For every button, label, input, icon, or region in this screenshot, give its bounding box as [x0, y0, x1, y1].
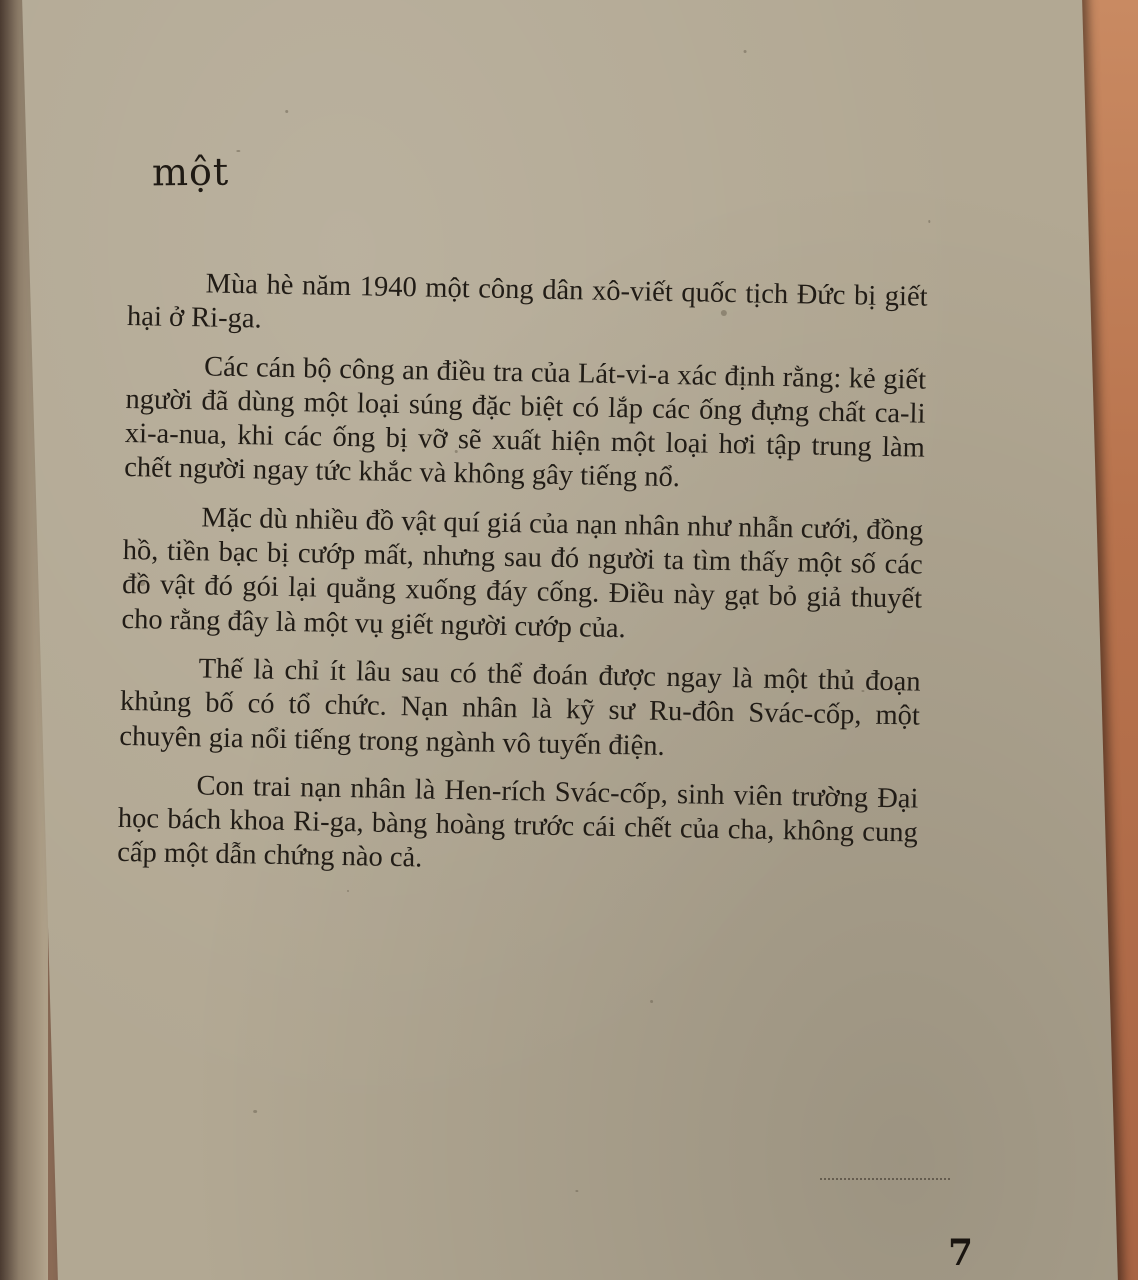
paper-speck: [928, 220, 930, 223]
page-number: 7: [948, 1232, 974, 1274]
paper-speck: [575, 1190, 578, 1192]
ornament-dash: [820, 1178, 950, 1186]
paper-speck: [744, 50, 747, 53]
paper-speck: [253, 1110, 257, 1113]
paper-speck: [347, 890, 349, 892]
paragraph-3: Mặc dù nhiều đồ vật quí giá của nạn nhân như nhẫn cưới, đồng hồ, tiền bạc bị cướp mất, nhưng sau đó người ta tìm thấy một số các đồ vật đó gói lại quẳng xuống đáy cống. Điều này gạt bỏ giả thuyết cho rằng đây là một vụ giết người cướp của.: [121, 502, 924, 644]
paper-speck: [650, 1000, 653, 1003]
paragraph-2: Các cán bộ công an điều tra của Lát-vi-a xác định rằng: kẻ giết người đã dùng một loại súng đặc biệt có lắp các ống đựng chất ca-li xi-a-nua, khi các ống bị vỡ sẽ xuất hiện một loại hơi tập trung làm chết người ngay tức khắc và không gây tiếng nổ.: [124, 351, 927, 494]
paragraph-1: Mùa hè năm 1940 một công dân xô-viết quốc tịch Đức bị giết hại ở Ri-ga.: [126, 268, 928, 335]
paragraph-5: Con trai nạn nhân là Hen-rích Svác-cốp, sinh viên trường Đại học bách khoa Ri-ga, bàng hoàng trước cái chết của cha, không cung cấp một dẫn chứng nào cả.: [116, 770, 919, 874]
paper-speck: [285, 110, 288, 113]
body-text: [117, 266, 928, 899]
chapter-heading: một: [151, 149, 230, 195]
paper-speck: [236, 150, 240, 152]
paragraph-4: Thế là chỉ ít lâu sau có thể đoán được ngay là một thủ đoạn khủng bố có tổ chức. Nạn nhân là kỹ sư Ru-đôn Svác-cốp, một chuyên gia nổi tiếng trong ngành vô tuyến điện.: [119, 653, 921, 762]
